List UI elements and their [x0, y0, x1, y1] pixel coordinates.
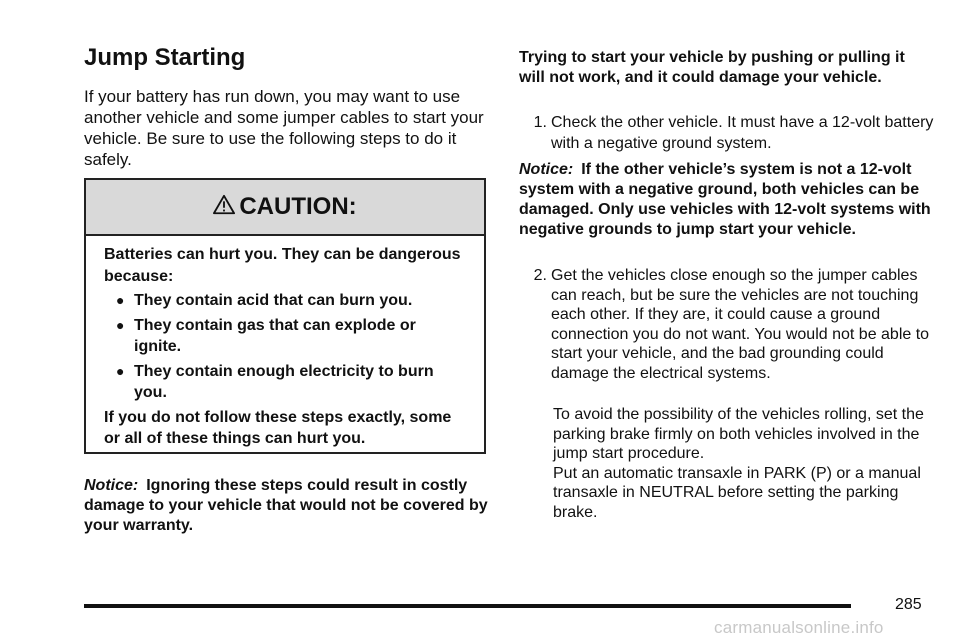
notice-text: If the other vehicle’s system is not a 12-volt system with a negative ground, both vehicles can be damaged. Only use vehicles with 12-volt systems with negative grounds to jump start your vehicle. — [519, 161, 931, 238]
caution-body — [86, 236, 484, 449]
step-text: Check the other vehicle. It must have a 12-volt battery with a negative ground system. — [551, 114, 934, 152]
notice-negative-ground — [519, 160, 939, 240]
caution-bullet-list — [104, 290, 466, 403]
step-1 — [519, 112, 939, 154]
bullet-icon: ● — [116, 292, 125, 308]
watermark: carmanualsonline.info — [714, 618, 884, 637]
step-number: 1. — [533, 114, 547, 131]
step-text: Get the vehicles close enough so the jumper cables can reach, but be sure the vehicles are not touching each other. If they are, it could cause a ground connection you do not want. You would not be able to start your vehicle, and the bad grounding could damage the electrical systems. — [551, 267, 930, 382]
parking-brake-line-1: To avoid the possibility of the vehicles rolling, set the parking brake firmly on both vehicles involved in the jump start procedure. — [553, 406, 924, 462]
push-start-warning: Trying to start your vehicle by pushing or pulling it will not work, and it could damage your vehicle. — [519, 49, 905, 86]
caution-header — [86, 180, 484, 236]
warning-triangle-icon — [213, 194, 235, 216]
notice-warranty — [84, 476, 490, 536]
bullet-icon: ● — [116, 363, 125, 379]
notice-label: Notice: — [84, 477, 139, 494]
caution-box — [84, 178, 486, 454]
notice-label: Notice: — [519, 161, 574, 178]
intro-paragraph: If your battery has run down, you may want to use another vehicle and some jumper cables to start your vehicle. Be sure to use the following steps to do it safely. — [84, 87, 484, 169]
caution-title: CAUTION: — [239, 193, 357, 220]
caution-lead: Batteries can hurt you. They can be dangerous because: — [104, 246, 461, 285]
bullet-icon: ● — [116, 317, 125, 333]
caution-bullet: ● They contain enough electricity to burn you. — [116, 363, 434, 401]
step-number: 2. — [533, 267, 547, 284]
page-number: 285 — [895, 596, 922, 613]
parking-brake-line-2: Put an automatic transaxle in PARK (P) or a manual transaxle in NEUTRAL before setting the parking brake. — [553, 464, 921, 521]
caution-bullet: ● They contain gas that can explode or ignite. — [116, 317, 416, 355]
footer-rule — [84, 604, 851, 608]
caution-tail: If you do not follow these steps exactly, some or all of these things can hurt you. — [104, 409, 452, 447]
step-2 — [519, 266, 939, 383]
notice-text: Ignoring these steps could result in costly damage to your vehicle that would not be covered by your warranty. — [84, 477, 488, 534]
caution-bullet: ● They contain acid that can burn you. — [116, 292, 413, 309]
parking-brake-paragraph — [553, 405, 939, 522]
page-heading: Jump Starting — [84, 44, 246, 71]
